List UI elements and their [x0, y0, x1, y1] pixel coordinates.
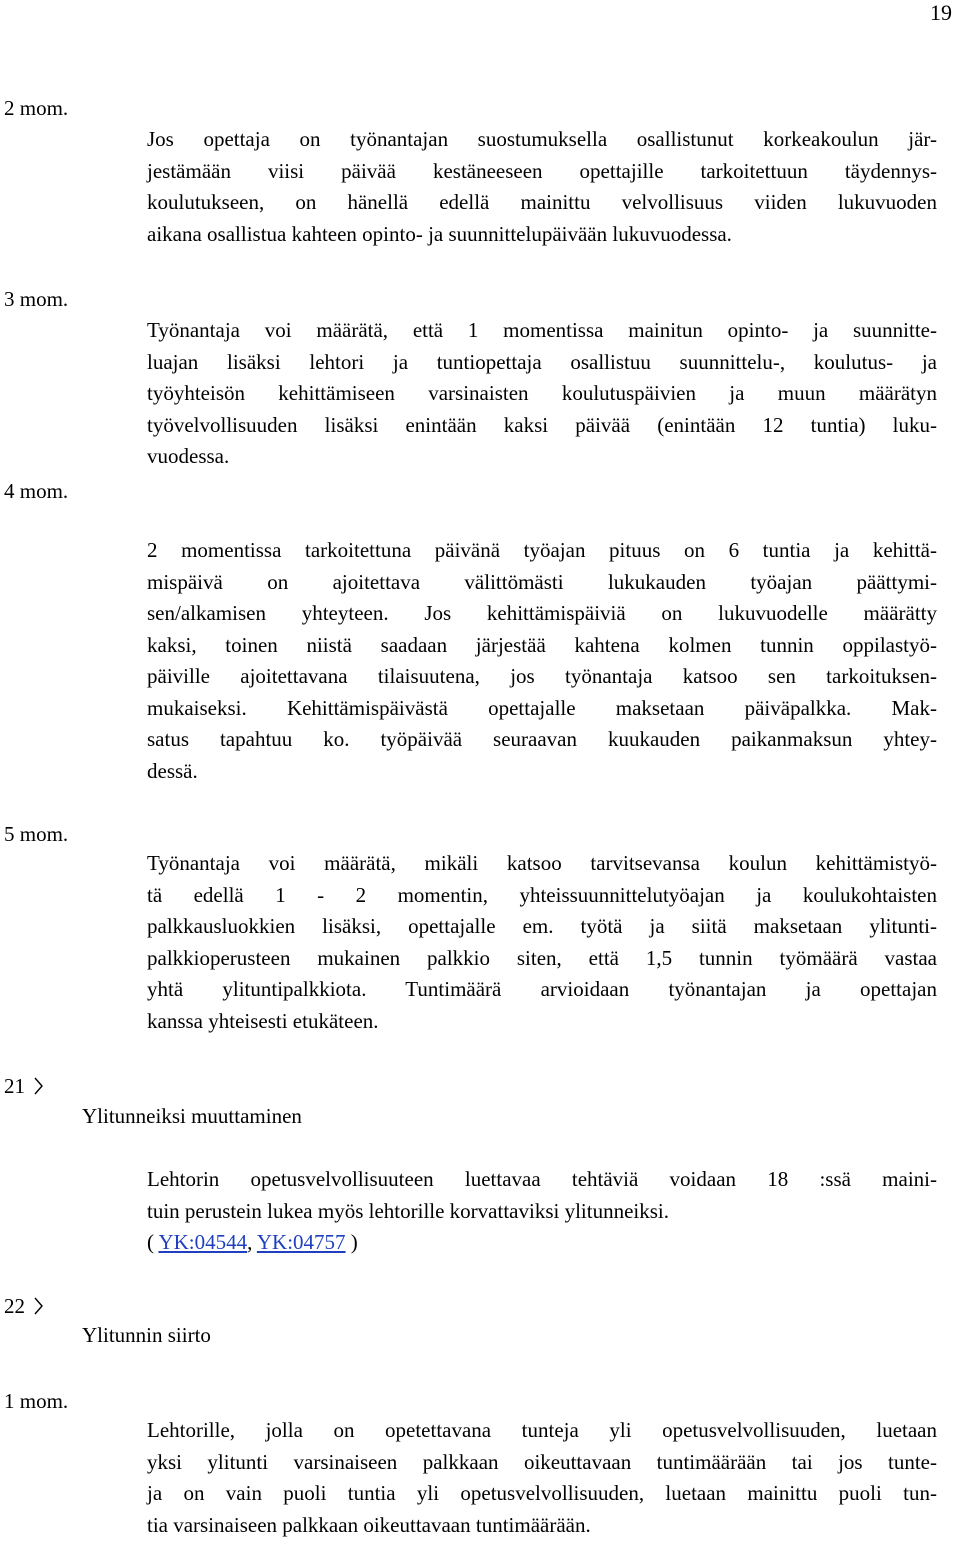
moment-label-2: 2 mom. [4, 96, 69, 120]
paragraph-line: vuodessa. [147, 444, 230, 468]
section-22-heading: Ylitunnin siirto [82, 1323, 211, 1347]
paragraph-line: ja on vain puoli tuntia yli opetusvelvollisuuden, luetaan mainittu puoli tun- [147, 1481, 937, 1505]
reference-close: ) [345, 1230, 358, 1254]
paragraph-line: yksi ylitunti varsinaiseen palkkaan oikeuttavaan tuntimäärään tai jos tunte- [147, 1449, 937, 1474]
paragraph-line: tuin perustein lukea myös lehtorille korvattaviksi ylitunneiksi. [147, 1198, 669, 1223]
section-number-text: 21 [4, 1074, 25, 1098]
paragraph-line: kanssa yhteisesti etukäteen. [147, 1008, 379, 1033]
moment-label-4: 4 mom. [4, 479, 69, 503]
reference-separator: , [247, 1230, 257, 1254]
paragraph-line: työyhteisön kehittämiseen varsinaisten koulutuspäivien ja muun määrätyn [147, 381, 937, 405]
section-21-number [4, 1074, 45, 1099]
paragraph-line: työvelvollisuuden lisäksi enintään kaksi päivää (enintään 12 tuntia) luku- [147, 412, 937, 437]
moment-label-5: 5 mom. [4, 822, 69, 846]
section-21-paragraph [147, 1164, 937, 1259]
section-sign-icon [33, 1075, 45, 1097]
paragraph-line: Työnantaja voi määrätä, että 1 momentissa mainitun opinto- ja suunnitte- [147, 318, 937, 342]
section-sign-icon [33, 1295, 45, 1317]
section-22-moment-label: 1 mom. [4, 1389, 69, 1413]
reference-open: ( [147, 1230, 159, 1254]
paragraph-line: mispäivä on ajoitettava välittömästi lukukauden työajan päättymi- [147, 569, 937, 594]
paragraph-line: palkkioperusteen mukainen palkkio siten, että 1,5 tunnin työmäärä vastaa [147, 945, 937, 970]
paragraph-line: tä edellä 1 - 2 momentin, yhteissuunnittelutyöajan ja koulukohtaisten [147, 882, 937, 907]
paragraph-line: tia varsinaiseen palkkaan oikeuttavaan tuntimäärään. [147, 1512, 591, 1537]
paragraph-line: Lehtorin opetusvelvollisuuteen luettavaa tehtäviä voidaan 18 :ssä maini- [147, 1167, 937, 1191]
section-22-number [4, 1294, 45, 1319]
section-21-heading: Ylitunneiksi muuttaminen [82, 1104, 302, 1128]
paragraph-line: palkkausluokkien lisäksi, opettajalle em. työtä ja siitä maksetaan ylitunti- [147, 914, 937, 938]
paragraph-line: aikana osallistua kahteen opinto- ja suunnittelupäivään lukuvuodessa. [147, 221, 732, 246]
moment-3-paragraph [147, 315, 937, 473]
section-number-text: 22 [4, 1294, 25, 1318]
page-number: 19 [930, 0, 952, 25]
section-22-paragraph [147, 1415, 937, 1541]
paragraph-line: dessä. [147, 758, 198, 783]
moment-label-3: 3 mom. [4, 287, 69, 311]
paragraph-line: Lehtorille, jolla on opetettavana tunteja yli opetusvelvollisuuden, luetaan [147, 1418, 937, 1442]
paragraph-line: Jos opettaja on työnantajan suostumuksella osallistunut korkeakoulun jär- [147, 127, 937, 151]
reference-link-yk04544[interactable]: YK:04544 [158, 1230, 248, 1254]
paragraph-line: luajan lisäksi lehtori ja tuntiopettaja osallistuu suunnittelu-, koulutus- ja [147, 349, 937, 374]
paragraph-line: satus tapahtuu ko. työpäivää seuraavan kuukauden paikanmaksun yhtey- [147, 727, 937, 751]
paragraph-line: jestämään viisi päivää kestäneeseen opettajille tarkoitettuun täydennys- [147, 158, 937, 183]
moment-4-paragraph [147, 535, 937, 787]
paragraph-line: 2 momentissa tarkoitettuna päivänä työajan pituus on 6 tuntia ja kehittä- [147, 538, 937, 562]
paragraph-line: koulutukseen, on hänellä edellä mainittu velvollisuus viiden lukuvuoden [147, 190, 937, 214]
paragraph-line: päiville ajoitettavana tilaisuutena, jos työnantaja katsoo sen tarkoituksen- [147, 664, 937, 688]
paragraph-line: mukaiseksi. Kehittämispäivästä opettajalle maksetaan päiväpalkka. Mak- [147, 695, 937, 720]
moment-5-paragraph [147, 848, 937, 1037]
paragraph-line: sen/alkamisen yhteyteen. Jos kehittämispäiviä on lukuvuodelle määrätty [147, 601, 937, 625]
moment-2-paragraph [147, 124, 937, 250]
paragraph-line: kaksi, toinen niistä saadaan järjestää kahtena kolmen tunnin oppilastyö- [147, 632, 937, 657]
paragraph-line: yhtä ylituntipalkkiota. Tuntimäärä arvioidaan työnantajan ja opettajan [147, 977, 937, 1001]
reference-line [147, 1227, 937, 1259]
reference-link-yk04757[interactable]: YK:04757 [256, 1230, 346, 1254]
paragraph-line: Työnantaja voi määrätä, mikäli katsoo tarvitsevansa koulun kehittämistyö- [147, 851, 937, 875]
